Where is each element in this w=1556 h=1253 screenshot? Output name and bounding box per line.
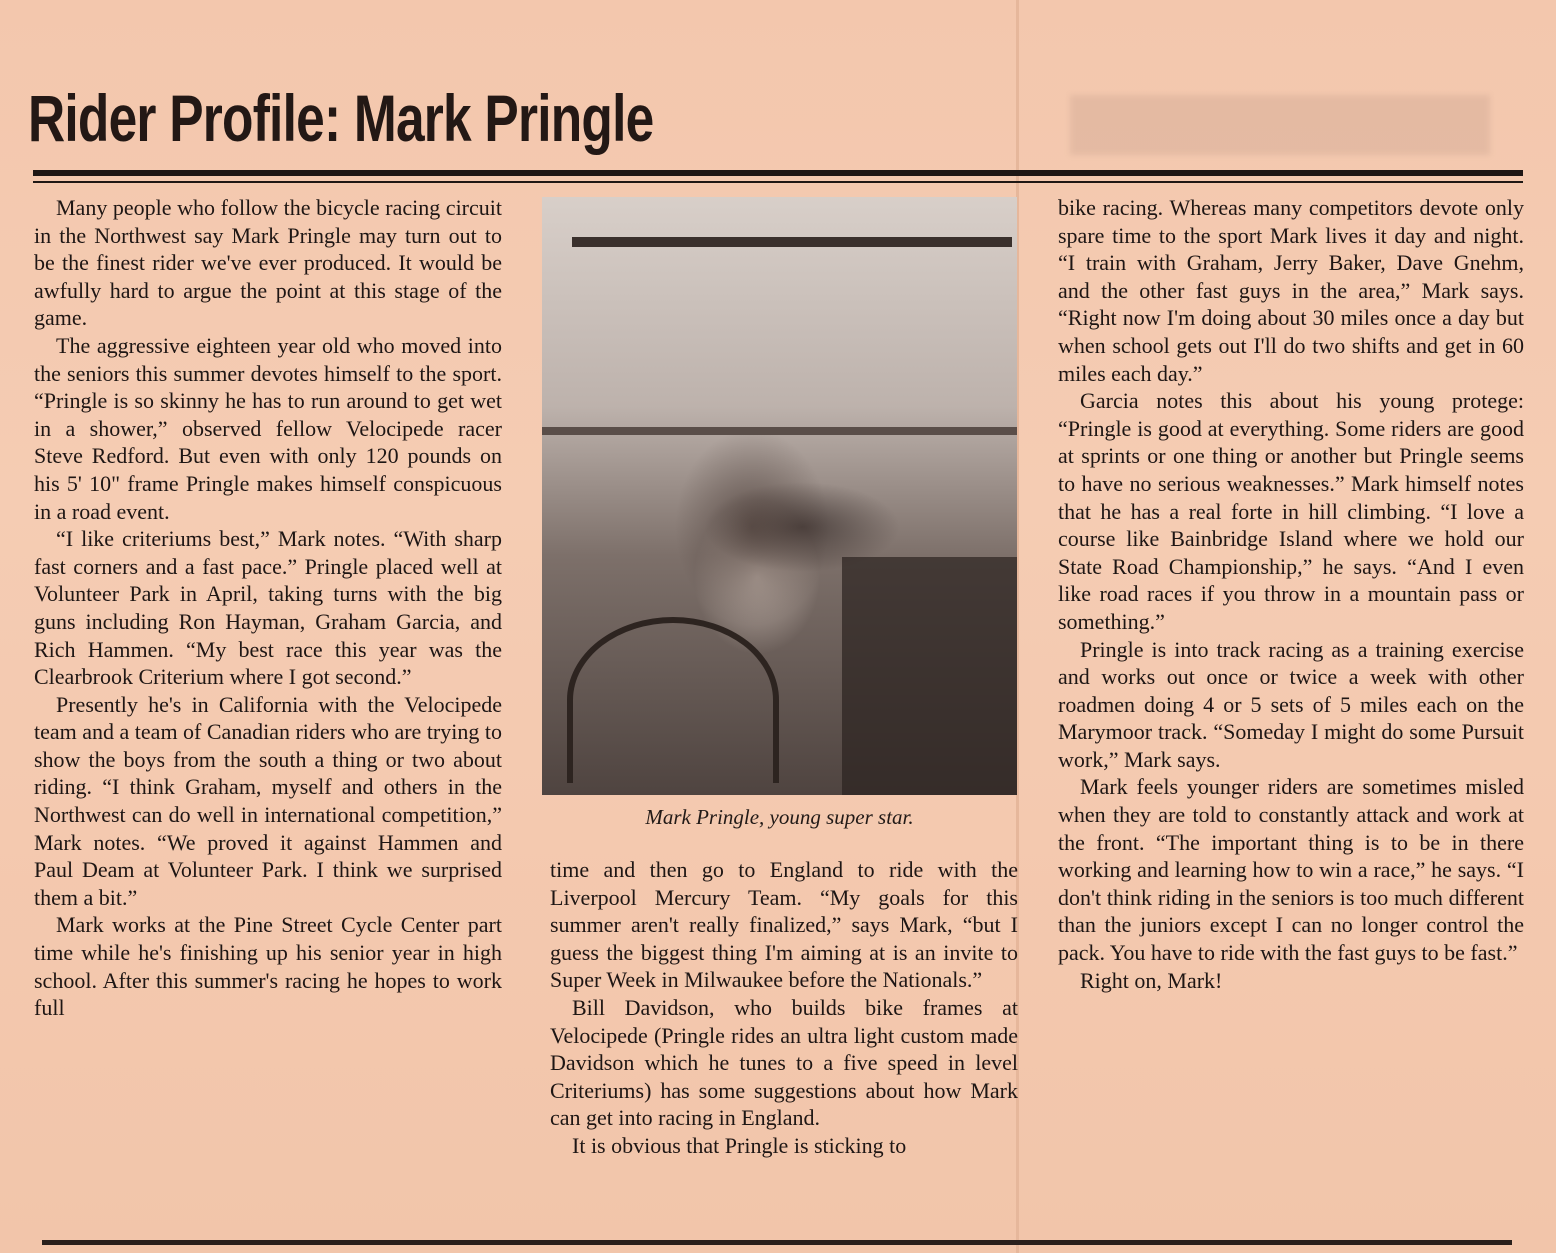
paragraph: Many people who follow the bicycle racing circuit in the Northwest say Mark Pringle may turn out to be the finest rider we've ever produced. It would be awfully hard to argue the point at this stage of the game. xyxy=(34,195,502,331)
paragraph: Pringle is into track racing as a training exercise and works out once or twice a week with other roadmen doing 4 or 5 sets of 5 miles each on the Marymoor track. “Someday I might do some Pursuit work,” Mark says. xyxy=(1058,636,1524,772)
photo-background-bar xyxy=(542,427,1017,435)
headline: Rider Profile: Mark Pringle xyxy=(28,81,654,155)
paragraph: bike racing. Whereas many competitors devote only spare time to the sport Mark lives it day and night. “I train with Graham, Jerry Baker, Dave Gnehm, and the other fast guys in the area,” Mark says. “Right now I'm doing about 30 miles once a day but when school gets out I'll do two shifts and get in 60 miles each day.” xyxy=(1058,195,1524,386)
paragraph: The aggressive eighteen year old who moved into the seniors this summer devotes himself to the sport. “Pringle is so skinny he has to run around to get wet in a shower,” observed fellow Velocipede racer Steve Redford. But even with only 120 pounds on his 5' 10" frame Pringle makes himself conspicuous in a road event. xyxy=(34,332,502,524)
paragraph: Bill Davidson, who builds bike frames at Velocipede (Pringle rides an ultra light custom made Davidson which he tunes to a five speed in level Criteriums) has some suggestions about how Mark can get into racing in England. xyxy=(550,994,1018,1131)
photo-car-window xyxy=(567,617,779,783)
article-column-2 xyxy=(550,856,1018,1226)
photo-caption: Mark Pringle, young super star. xyxy=(645,805,914,829)
paragraph: It is obvious that Pringle is sticking to xyxy=(572,1132,907,1158)
paragraph: Mark works at the Pine Street Cycle Center part time while he's finishing up his senior year in high school. After this summer's racing he hopes to work full xyxy=(34,912,502,1021)
article-column-3 xyxy=(1058,194,1524,1224)
photo-background-bar xyxy=(572,237,1012,247)
paragraph: “I like criteriums best,” Mark notes. “With sharp fast corners and a fast pace.” Pringle placed well at Volunteer Park in April, taking turns with the big guns including Ron Hayman, Graham Garcia, and Rich Hammen. “My best race this year was the Clearbrook Criterium where I got second.” xyxy=(34,526,502,690)
paragraph: time and then go to England to ride with the Liverpool Mercury Team. “My goals for this summer aren't really finalized,” says Mark, “but I guess the biggest thing I'm aiming at is an invite to Super Week in Milwaukee before the Nationals.” xyxy=(550,857,1018,993)
paragraph: Right on, Mark! xyxy=(1080,967,1223,993)
paragraph: Garcia notes this about his young protege: “Pringle is good at everything. Some riders are good at sprints or one thing or another but Pringle seems to have no serious weaknesses.” Mark himself notes that he has a real forte in hill climbing. “I love a course like Bainbridge Island where we hold our State Road Championship,” he says. “And I even like road races if you throw in a mountain pass or something.” xyxy=(1058,388,1524,634)
bleed-through-ghost xyxy=(1070,95,1490,155)
headline-rule-thin xyxy=(33,181,1523,183)
photo-shadow xyxy=(842,557,1017,795)
article-column-1 xyxy=(34,194,502,1224)
paragraph: Mark feels younger riders are sometimes misled when they are told to constantly attack and work at the front. “The important thing is to be in there working and learning how to win a race,” he says. “I don't think riding in the seniors is too much different than the juniors except I can no longer control the pack. You have to ride with the fast guys to be fast.” xyxy=(1058,774,1524,966)
bottom-rule xyxy=(42,1240,1512,1245)
rider-photo xyxy=(542,197,1017,795)
paragraph: Presently he's in California with the Velocipede team and a team of Canadian riders who are trying to show the boys from the south a thing or two about riding. “I think Graham, myself and others in the Northwest can do well in international competition,” Mark notes. “We proved it against Hammen and Paul Deam at Volunteer Park. I think we surprised them a bit.” xyxy=(34,691,502,910)
headline-rule-thick xyxy=(33,170,1523,176)
